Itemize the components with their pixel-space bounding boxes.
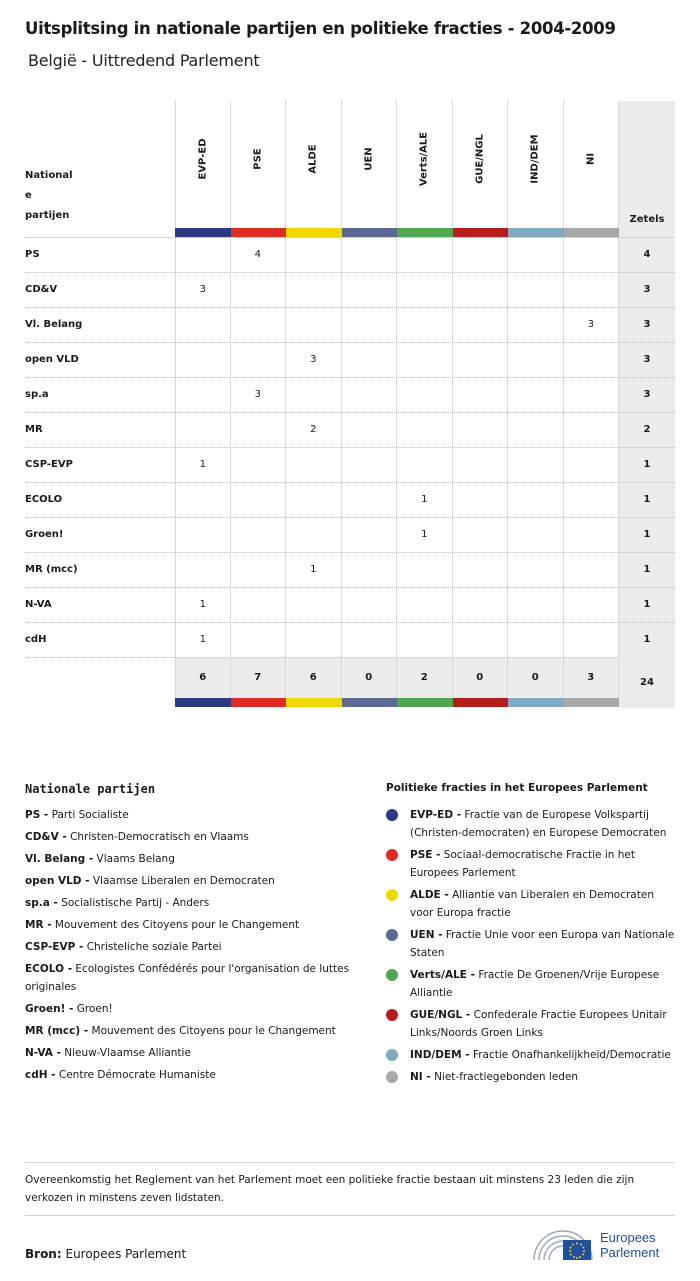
seat-cell: 1: [175, 448, 231, 483]
seat-cell: [508, 623, 564, 658]
party-abbr: ECOLO -: [25, 963, 73, 975]
seat-cell: [564, 343, 620, 378]
seat-cell: [342, 553, 398, 588]
party-legend-item: [25, 872, 365, 890]
party-legend-item: [25, 1066, 365, 1084]
group-full-name: Confederale Fractie Europees Unitair Links/Noords Groen Links: [410, 1009, 667, 1039]
seat-cell: 3: [564, 308, 620, 343]
seat-cell: [286, 483, 342, 518]
seat-cell: 1: [286, 553, 342, 588]
party-abbr: MR (mcc) -: [25, 1025, 89, 1037]
group-label: UEN: [363, 147, 375, 171]
grand-total: 24: [640, 677, 654, 688]
group-label: PSE: [252, 148, 264, 170]
group-color-bar: [175, 698, 231, 707]
seat-cell: [397, 623, 453, 658]
group-label: GUE/NGL: [474, 134, 486, 184]
seat-cell: [397, 273, 453, 308]
party-name: sp.a: [25, 389, 49, 400]
row-total: 2: [643, 424, 651, 435]
page-title: Uitsplitsing in nationale partijen en politieke fracties - 2004-2009: [25, 19, 616, 38]
group-header-7: [508, 101, 564, 229]
seat-cell: [342, 518, 398, 553]
seat-cell: [175, 518, 231, 553]
group-color-bar: [453, 228, 509, 237]
party-legend-item: [25, 806, 365, 824]
group-header-6: [453, 101, 509, 229]
party-full-name: Vlaams Belang: [96, 853, 175, 865]
group-header-4: [342, 101, 398, 229]
color-dot-icon: [386, 929, 398, 941]
seat-cell: [175, 343, 231, 378]
group-legend-item: [386, 886, 676, 922]
party-legend-item: [25, 850, 365, 868]
group-color-bar: [342, 698, 398, 707]
group-color-bar: [231, 228, 287, 237]
seat-cell: 3: [175, 273, 231, 308]
seat-cell: [397, 343, 453, 378]
seat-cell: [175, 378, 231, 413]
party-abbr: Vl. Belang -: [25, 853, 94, 865]
party-legend-item: [25, 960, 365, 996]
seat-cell: 1: [397, 518, 453, 553]
seat-cell: [397, 588, 453, 623]
group-legend-item: [386, 806, 676, 842]
seat-cell: 1: [175, 588, 231, 623]
group-label: IND/DEM: [529, 134, 541, 184]
divider: [25, 1162, 675, 1163]
row-total: 4: [643, 249, 651, 260]
seat-cell: [397, 413, 453, 448]
party-abbr: PS -: [25, 809, 49, 821]
seat-cell: [453, 448, 509, 483]
parliament-hemicycle-icon: [530, 1226, 596, 1264]
seat-cell: [508, 413, 564, 448]
seat-cell: [453, 343, 509, 378]
party-name: open VLD: [25, 354, 79, 365]
seat-cell: [564, 378, 620, 413]
group-abbr: EVP-ED -: [410, 809, 462, 821]
seat-cell: [175, 483, 231, 518]
row-total: 1: [643, 634, 651, 645]
seat-cell: [286, 448, 342, 483]
logo-line-1: Europees: [600, 1230, 656, 1245]
seat-cell: [453, 483, 509, 518]
group-abbr: Verts/ALE -: [410, 969, 475, 981]
seat-cell: [508, 308, 564, 343]
seat-cell: 3: [231, 378, 287, 413]
seat-cell: [342, 588, 398, 623]
table-row: [25, 622, 675, 657]
divider: [25, 1215, 675, 1216]
group-header-3: [286, 101, 342, 229]
group-total: 6: [286, 658, 342, 698]
group-total: 0: [453, 658, 509, 698]
seat-cell: [564, 238, 620, 273]
seat-cell: [342, 378, 398, 413]
seat-cell: [397, 448, 453, 483]
party-abbr: MR -: [25, 919, 52, 931]
row-total: 3: [643, 319, 651, 330]
logo-wordmark: [600, 1230, 659, 1260]
party-name: MR: [25, 424, 43, 435]
group-legend-item: [386, 966, 676, 1002]
seat-cell: [342, 343, 398, 378]
seat-cell: [397, 308, 453, 343]
party-name: MR (mcc): [25, 564, 78, 575]
source-label: Bron:: [25, 1247, 62, 1261]
zetels-column-header: Zetels: [629, 214, 665, 225]
party-full-name: Christen-Democratisch en Vlaams: [70, 831, 249, 843]
color-dot-icon: [386, 1071, 398, 1083]
party-abbr: N-VA -: [25, 1047, 61, 1059]
party-abbr: cdH -: [25, 1069, 56, 1081]
group-legend-item: [386, 846, 676, 882]
color-dot-icon: [386, 809, 398, 821]
seat-cell: [231, 308, 287, 343]
seat-cell: [508, 448, 564, 483]
row-total: 3: [643, 389, 651, 400]
party-full-name: Nieuw-Vlaamse Alliantie: [64, 1047, 191, 1059]
group-full-name: Fractie Unie voor een Europa van Nationale Staten: [410, 929, 675, 959]
table-row: [25, 482, 675, 517]
seat-cell: [453, 623, 509, 658]
seat-cell: [342, 483, 398, 518]
table-row: [25, 377, 675, 412]
party-name: ECOLO: [25, 494, 63, 505]
group-color-bar: [231, 698, 287, 707]
seat-cell: [564, 518, 620, 553]
seat-cell: [564, 588, 620, 623]
seat-cell: 3: [286, 343, 342, 378]
source-line: [25, 1247, 186, 1261]
party-legend-item: [25, 1044, 365, 1062]
group-color-bar: [342, 228, 398, 237]
seat-cell: [453, 238, 509, 273]
party-full-name: Centre Démocrate Humaniste: [58, 1069, 216, 1081]
group-label: ALDE: [307, 144, 319, 174]
seat-cell: [508, 553, 564, 588]
source-value: Europees Parlement: [65, 1247, 187, 1261]
party-full-name: Parti Socialiste: [51, 809, 129, 821]
group-full-name: Alliantie van Liberalen en Democraten voor Europa fractie: [410, 889, 654, 919]
seat-cell: [175, 308, 231, 343]
seat-cell: [342, 623, 398, 658]
page-subtitle: België - Uittredend Parlement: [28, 51, 260, 70]
seat-cell: [397, 553, 453, 588]
seat-cell: [342, 238, 398, 273]
table-row: [25, 237, 675, 272]
group-color-bar: [397, 228, 453, 237]
party-name: cdH: [25, 634, 47, 645]
ep-logo: [530, 1226, 680, 1266]
group-total: 2: [397, 658, 453, 698]
row-total: 1: [643, 599, 651, 610]
party-legend-item: [25, 828, 365, 846]
table-row: [25, 272, 675, 307]
party-legend-item: [25, 894, 365, 912]
party-name: Vl. Belang: [25, 319, 83, 330]
seat-cell: [508, 588, 564, 623]
party-name: PS: [25, 249, 40, 260]
seat-cell: [231, 588, 287, 623]
table-row: [25, 517, 675, 552]
seat-cell: [508, 238, 564, 273]
seat-cell: [286, 518, 342, 553]
group-color-bar: [564, 228, 620, 237]
group-color-bar: [286, 698, 342, 707]
group-abbr: PSE -: [410, 849, 441, 861]
group-legend-item: [386, 1006, 676, 1042]
party-full-name: Christeliche soziale Partei: [86, 941, 222, 953]
table-row: [25, 447, 675, 482]
party-legend-title: Nationale partijen: [25, 782, 156, 796]
party-name: Groen!: [25, 529, 64, 540]
footnote: Overeenkomstig het Reglement van het Parlement moet een politieke fractie bestaan uit minstens 23 leden die zijn verkozen in minstens zeven lidstaten.: [25, 1174, 635, 1204]
seat-cell: [286, 588, 342, 623]
color-dot-icon: [386, 889, 398, 901]
table-row: [25, 552, 675, 587]
seat-cell: [286, 378, 342, 413]
group-total: 7: [231, 658, 287, 698]
row-total: 3: [643, 354, 651, 365]
group-label: NI: [585, 152, 597, 166]
party-legend-item: [25, 916, 365, 934]
seat-cell: 1: [397, 483, 453, 518]
group-color-bar: [508, 228, 564, 237]
seat-cell: [231, 553, 287, 588]
party-legend: [25, 806, 365, 1088]
seat-cell: [508, 378, 564, 413]
party-abbr: CD&V -: [25, 831, 67, 843]
seat-cell: [342, 273, 398, 308]
seat-cell: [231, 413, 287, 448]
seat-cell: [231, 448, 287, 483]
party-abbr: sp.a -: [25, 897, 58, 909]
seat-table: [25, 101, 675, 708]
seat-cell: 4: [231, 238, 287, 273]
group-legend-item: [386, 1068, 676, 1086]
seat-cell: [397, 238, 453, 273]
seat-cell: [175, 553, 231, 588]
group-abbr: UEN -: [410, 929, 443, 941]
party-legend-item: [25, 1022, 365, 1040]
row-total: 1: [643, 459, 651, 470]
table-row: [25, 307, 675, 342]
row-total: 3: [643, 284, 651, 295]
group-abbr: GUE/NGL -: [410, 1009, 471, 1021]
seat-cell: [231, 623, 287, 658]
seat-cell: [175, 238, 231, 273]
seat-cell: [564, 448, 620, 483]
party-abbr: CSP-EVP -: [25, 941, 84, 953]
seat-cell: [231, 343, 287, 378]
party-name: N-VA: [25, 599, 52, 610]
party-full-name: Mouvement des Citoyens pour le Changement: [54, 919, 300, 931]
seat-cell: [342, 308, 398, 343]
row-total: 1: [643, 494, 651, 505]
seat-cell: [453, 273, 509, 308]
table-row: [25, 587, 675, 622]
seat-cell: [453, 518, 509, 553]
group-total: 0: [342, 658, 398, 698]
seat-cell: [342, 448, 398, 483]
seat-cell: [453, 553, 509, 588]
party-name: CSP-EVP: [25, 459, 73, 470]
seat-cell: [342, 413, 398, 448]
color-dot-icon: [386, 1049, 398, 1061]
seat-cell: [508, 343, 564, 378]
seat-cell: [564, 483, 620, 518]
group-header-5: [397, 101, 453, 229]
group-color-bar: [175, 228, 231, 237]
group-legend: [386, 806, 676, 1090]
group-header-1: [175, 101, 231, 229]
group-full-name: Sociaal-democratische Fractie in het Europees Parlement: [410, 849, 635, 879]
seat-cell: [397, 378, 453, 413]
seat-cell: [564, 623, 620, 658]
seat-cell: [453, 378, 509, 413]
seat-cell: [453, 308, 509, 343]
party-abbr: open VLD -: [25, 875, 90, 887]
group-header-8: [564, 101, 620, 229]
party-abbr: Groen! -: [25, 1003, 74, 1015]
group-legend-title: Politieke fracties in het Europees Parlement: [386, 782, 648, 794]
seat-cell: [286, 238, 342, 273]
seat-cell: [453, 588, 509, 623]
seat-cell: [175, 413, 231, 448]
group-color-bar: [564, 698, 620, 707]
party-full-name: Mouvement des Citoyens pour le Changement: [91, 1025, 336, 1037]
group-color-bar: [453, 698, 509, 707]
table-row: [25, 342, 675, 377]
group-full-name: Niet-fractiegebonden leden: [434, 1071, 579, 1083]
group-abbr: NI -: [410, 1071, 431, 1083]
party-legend-item: [25, 1000, 365, 1018]
group-total: 6: [175, 658, 231, 698]
group-full-name: Fractie van de Europese Volkspartij (Christen-democraten) en Europese Democraten: [410, 809, 667, 839]
seat-cell: [564, 553, 620, 588]
group-legend-item: [386, 926, 676, 962]
seat-cell: [564, 273, 620, 308]
party-full-name: Groen!: [76, 1003, 113, 1015]
group-full-name: Fractie Onafhankelijkheid/Democratie: [472, 1049, 671, 1061]
seat-cell: [286, 308, 342, 343]
party-full-name: Vlaamse Liberalen en Democraten: [92, 875, 275, 887]
party-full-name: Socialistische Partij - Anders: [61, 897, 210, 909]
group-label: EVP-ED: [197, 138, 209, 180]
seat-cell: [453, 413, 509, 448]
color-dot-icon: [386, 1009, 398, 1021]
seat-cell: [286, 623, 342, 658]
seat-cell: [508, 273, 564, 308]
group-total: 0: [508, 658, 564, 698]
seat-cell: [231, 483, 287, 518]
row-total: 1: [643, 564, 651, 575]
seat-cell: [564, 413, 620, 448]
group-full-name: Fractie De Groenen/Vrije Europese Alliantie: [410, 969, 660, 999]
seat-cell: [508, 483, 564, 518]
party-name: CD&V: [25, 284, 58, 295]
group-label: Verts/ALE: [418, 131, 430, 187]
seat-cell: 2: [286, 413, 342, 448]
group-legend-item: [386, 1046, 676, 1064]
group-color-bar: [286, 228, 342, 237]
row-total: 1: [643, 529, 651, 540]
logo-line-2: Parlement: [600, 1245, 660, 1260]
party-legend-item: [25, 938, 365, 956]
seat-cell: [231, 273, 287, 308]
party-full-name: Ecologistes Confédérés pour l'organisation de luttes originales: [25, 963, 350, 993]
seat-cell: 1: [175, 623, 231, 658]
group-color-bar: [508, 698, 564, 707]
table-row: [25, 412, 675, 447]
color-dot-icon: [386, 849, 398, 861]
seat-cell: [508, 518, 564, 553]
seat-cell: [286, 273, 342, 308]
group-header-2: [231, 101, 287, 229]
group-total: 3: [564, 658, 620, 698]
seat-cell: [231, 518, 287, 553]
color-dot-icon: [386, 969, 398, 981]
party-column-header: National e partijen: [25, 170, 73, 221]
group-abbr: IND/DEM -: [410, 1049, 470, 1061]
group-abbr: ALDE -: [410, 889, 449, 901]
group-color-bar: [397, 698, 453, 707]
